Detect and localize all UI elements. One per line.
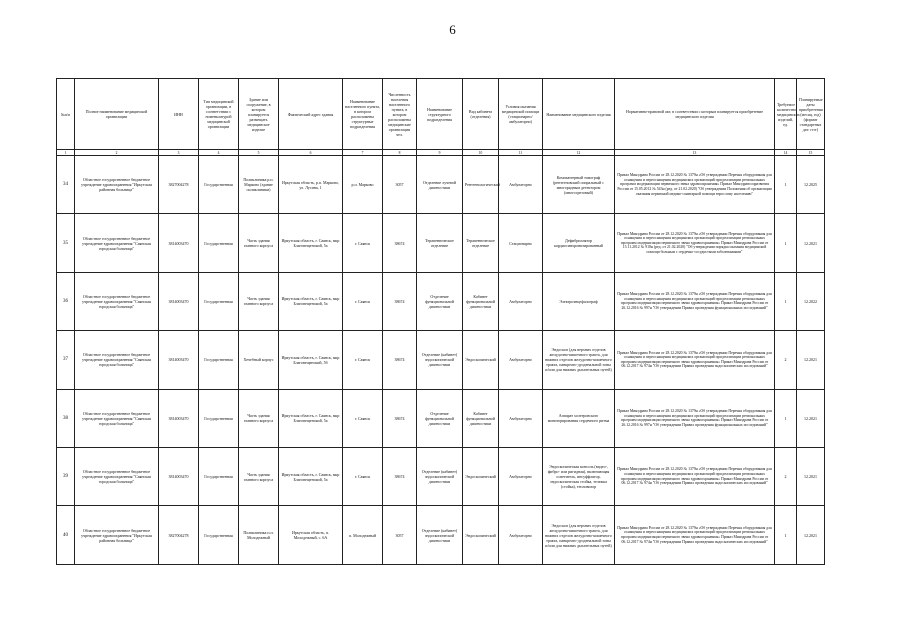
inn-cell: 3827004278 <box>159 156 199 214</box>
organization-name-cell: Областное государственное бюджетное учреждение здравоохранения "Саянская городская больница" <box>75 389 159 447</box>
column-number: 14 <box>775 150 797 156</box>
cabinet-type-cell: Кабинет функциональной диагностики <box>463 272 499 330</box>
cabinet-type-cell: Терапевтическое отделение <box>463 214 499 272</box>
column-number: 8 <box>383 150 417 156</box>
table-body <box>57 156 825 565</box>
care-conditions-cell: Амбулаторно <box>499 331 543 389</box>
organization-name-cell: Областное государственное бюджетное учреждение здравоохранения "Саянская городская больница" <box>75 447 159 505</box>
row-number-cell: 39 <box>57 447 75 505</box>
purchase-date-cell: 12.2021 <box>797 331 825 389</box>
address-cell: Иркутская область, г. Саянск, мкр Благовещенский, 5а <box>279 214 343 272</box>
address-cell: Иркутская область, г. Саянск, мкр Благовещенский, 5а <box>279 272 343 330</box>
column-header: Требуемое количество медицинских изделий, ед. <box>775 79 797 150</box>
settlement-cell: г. Саянск <box>343 214 383 272</box>
population-cell: 3057 <box>383 506 417 564</box>
organization-name-cell: Областное государственное бюджетное учреждение здравоохранения "Иркутская районная больница" <box>75 506 159 564</box>
table-row <box>57 506 825 564</box>
care-conditions-cell: Амбулаторно <box>499 389 543 447</box>
address-cell: Иркутская область, г. Саянск, мкр Благовещенский, 5б <box>279 331 343 389</box>
quantity-cell: 1 <box>775 506 797 564</box>
inn-cell: 3814003470 <box>159 331 199 389</box>
column-number: 4 <box>199 150 239 156</box>
device-name-cell: Эндоскоп (для верхних отделов желудочно-кишечного тракта, для нижних отделов желудочно-кишечного тракта, панкреато-дуоденальной зоны и/или для нижних дыхательных путей) <box>543 506 615 564</box>
care-conditions-cell: Амбулаторно <box>499 506 543 564</box>
purchase-date-cell: 12.2025 <box>797 156 825 214</box>
organization-name-cell: Областное государственное бюджетное учреждение здравоохранения "Иркутская районная больница" <box>75 156 159 214</box>
row-number-cell: 40 <box>57 506 75 564</box>
column-header: Фактический адрес здания <box>279 79 343 150</box>
quantity-cell: 1 <box>775 156 797 214</box>
population-cell: 38674 <box>383 331 417 389</box>
inn-cell: 3814003470 <box>159 389 199 447</box>
population-cell: 3057 <box>383 156 417 214</box>
device-name-cell: Дефибриллятор кардиосинхронизированный <box>543 214 615 272</box>
row-number-cell: 38 <box>57 389 75 447</box>
column-number: 7 <box>343 150 383 156</box>
row-number-cell: 35 <box>57 214 75 272</box>
column-header: Условия оказания медицинской помощи (стационарно/амбулаторно) <box>499 79 543 150</box>
structural-unit-cell: Отделение лучевой диагностики <box>417 156 463 214</box>
settlement-cell: г. Саянск <box>343 272 383 330</box>
building-cell: Часть здания главного корпуса <box>239 389 279 447</box>
equipment-table <box>56 78 825 565</box>
legal-act-cell: Приказ Минздрава России от 28.12.2020 № 1379н «Об утверждении Перечня оборудования для оснащения и переоснащения медицинских организаций при реализации региональных программ модернизации первичного звена здравоохранения» Приказ Минздрава России от 15.11.2012 № 918н (ред. от 21.02.2020) "Об утверждении порядка оказания медицинской помощи больным с сердечно-сосудистыми заболеваниями" <box>615 214 775 272</box>
column-number: 10 <box>463 150 499 156</box>
column-number: 1 <box>57 150 75 156</box>
population-cell: 38674 <box>383 272 417 330</box>
legal-act-cell: Приказ Минздрава России от 28.12.2020 № 1379н «Об утверждении Перечня оборудования для оснащения и переоснащения медицинских организаций при реализации региональных программ модернизации первичного звена здравоохранения» Приказ Минздрава России от 26.12.2016 № 997н "Об утверждении Правил проведения функциональных исследований" <box>615 389 775 447</box>
building-cell: Поликлиника р.п. Марково (здание поликлиники) <box>239 156 279 214</box>
building-cell: Часть здания главного корпуса <box>239 272 279 330</box>
org-type-cell: Государственная <box>199 214 239 272</box>
legal-act-cell: Приказ Минздрава России от 28.12.2020 № 1379н «Об утверждении Перечня оборудования для оснащения и переоснащения медицинских организаций при реализации региональных программ модернизации первичного звена здравоохранения» Приказ Минздрава России от 06.12.2017 № 974н "Об утверждении Правил проведения эндоскопических исследований" <box>615 447 775 505</box>
org-type-cell: Государственная <box>199 389 239 447</box>
legal-act-cell: Приказ Минздрава России от 28.12.2020 № 1379н «Об утверждении Перечня оборудования для оснащения и переоснащения медицинских организаций при реализации региональных программ модернизации первичного звена здравоохранения» Приказ Минздрава России от 06.12.2017 № 974н "Об утверждении Правил проведения эндоскопических исследований" <box>615 506 775 564</box>
address-cell: Иркутская область, г. Саянск, мкр Благовещенский, 5а <box>279 389 343 447</box>
building-cell: Хечебный корпус <box>239 331 279 389</box>
inn-cell: 3827004278 <box>159 506 199 564</box>
care-conditions-cell: Стационарно <box>499 214 543 272</box>
column-header: Полное наименование медицинской организации <box>75 79 159 150</box>
table-row <box>57 272 825 330</box>
organization-name-cell: Областное государственное бюджетное учреждение здравоохранения "Саянская городская больница" <box>75 272 159 330</box>
quantity-cell: 1 <box>775 272 797 330</box>
table-row <box>57 214 825 272</box>
cabinet-type-cell: Кабинет функциональной диагностики <box>463 389 499 447</box>
organization-name-cell: Областное государственное бюджетное учреждение здравоохранения "Саянская городская больница" <box>75 214 159 272</box>
quantity-cell: 1 <box>775 214 797 272</box>
table-row <box>57 447 825 505</box>
care-conditions-cell: Амбулаторно <box>499 272 543 330</box>
org-type-cell: Государственная <box>199 331 239 389</box>
row-number-cell: 34 <box>57 156 75 214</box>
column-header: Тип медицинской организации, в соответствии с номенклатурой медицинской организации <box>199 79 239 150</box>
column-header: Наименование структурного подразделения <box>417 79 463 150</box>
address-cell: Иркутская область, г. Саянск, мкр Благовещенский, 5а <box>279 447 343 505</box>
purchase-date-cell: 12.2021 <box>797 447 825 505</box>
device-name-cell: Компьютерный томограф (рентгеновский спиральный с многорядным детектором (многосрезовый) <box>543 156 615 214</box>
cabinet-type-cell: Эндоскопический <box>463 506 499 564</box>
column-header: Планируемые даты приобретения (месяц, год) (формат стандартных дат: гггг) <box>797 79 825 150</box>
address-cell: Иркутская область, р.п. Марково, ул. Лусина, 1 <box>279 156 343 214</box>
legal-act-cell: Приказ Минздрава России от 28.12.2020 № 1379н «Об утверждении Перечня оборудования для оснащения и переоснащения медицинских организаций при реализации региональных программ модернизации первичного звена здравоохранения» Приказ Минздрава России от 06.12.2017 № 974н "Об утверждении Правил проведения эндоскопических исследований" <box>615 331 775 389</box>
legal-act-cell: Приказ Минздрава России от 28.12.2020 № 1379н «Об утверждении Перечня оборудования для оснащения и переоснащения медицинских организаций при реализации региональных программ модернизации первичного звена здравоохранения» Приказ Минздрава России от 26.12.2016 № 997н "Об утверждении Правил проведения функциональных исследований" <box>615 272 775 330</box>
column-header: Вид кабинета (отделения) <box>463 79 499 150</box>
cabinet-type-cell: Эндоскопический <box>463 331 499 389</box>
population-cell: 38674 <box>383 447 417 505</box>
table-row <box>57 331 825 389</box>
row-number-cell: 37 <box>57 331 75 389</box>
cabinet-type-cell: Рентгенологический <box>463 156 499 214</box>
population-cell: 38674 <box>383 214 417 272</box>
settlement-cell: г. Саянск <box>343 447 383 505</box>
row-number-cell: 36 <box>57 272 75 330</box>
device-name-cell: Эндоскопическая консоль (видео-, фибро- или ригидная), включающая осветитель, инсуффлятор, эндоскопическая стойка, тележка (стойка), тепловизор <box>543 447 615 505</box>
legal-act-cell: Приказ Минздрава России от 28.12.2020 № 1379н «Об утверждении Перечня оборудования для оснащения и переоснащения медицинских организаций при реализации региональных программ модернизации первичного звена здравоохранения» Приказ Минздравсоцразвития России от 15.05.2012 № 543н (ред. от 21.02.2020) "Об утверждении Положения об организации оказания первичной медико-санитарной помощи взрослому населению" <box>615 156 775 214</box>
org-type-cell: Государственная <box>199 506 239 564</box>
column-header: Наименование медицинского изделия <box>543 79 615 150</box>
settlement-cell: п. Молодежный <box>343 506 383 564</box>
structural-unit-cell: Отделение (кабинет) эндоскопической диагностики <box>417 447 463 505</box>
settlement-cell: г. Саянск <box>343 331 383 389</box>
address-cell: Иркутская область, п. Молодежный, с. 6А <box>279 506 343 564</box>
org-type-cell: Государственная <box>199 272 239 330</box>
structural-unit-cell: Отделение (кабинет) эндоскопической диагностики <box>417 331 463 389</box>
inn-cell: 3814003470 <box>159 214 199 272</box>
column-header: ИНН <box>159 79 199 150</box>
column-number: 15 <box>797 150 825 156</box>
purchase-date-cell: 12.2021 <box>797 389 825 447</box>
column-header: Нормативно-правовой акт, в соответствии с которым планируется приобретение медицинского изделия <box>615 79 775 150</box>
structural-unit-cell: Терапевтическое отделение <box>417 214 463 272</box>
table-row <box>57 389 825 447</box>
inn-cell: 3814003470 <box>159 272 199 330</box>
table-row <box>57 156 825 214</box>
device-name-cell: Аппарат холтеровского мониторирования сердечного ритма <box>543 389 615 447</box>
purchase-date-cell: 12.2022 <box>797 272 825 330</box>
device-name-cell: Электроэнцефалограф <box>543 272 615 330</box>
column-number: 13 <box>615 150 775 156</box>
care-conditions-cell: Амбулаторно <box>499 447 543 505</box>
column-header: Здание или сооружение, в котором планируется размещать медицинское изделие <box>239 79 279 150</box>
org-type-cell: Государственная <box>199 447 239 505</box>
population-cell: 38674 <box>383 389 417 447</box>
column-number: 6 <box>279 150 343 156</box>
column-number: 5 <box>239 150 279 156</box>
purchase-date-cell: 12.2021 <box>797 214 825 272</box>
org-type-cell: Государственная <box>199 156 239 214</box>
building-cell: Часть здания главного корпуса <box>239 214 279 272</box>
column-header: Численность населения населенного пункта, в котором расположены медицинские организации чел. <box>383 79 417 150</box>
organization-name-cell: Областное государственное бюджетное учреждение здравоохранения "Саянская городская больница" <box>75 331 159 389</box>
cabinet-type-cell: Эндоскопический <box>463 447 499 505</box>
building-cell: Часть здания главного корпуса <box>239 447 279 505</box>
care-conditions-cell: Амбулаторно <box>499 156 543 214</box>
building-cell: Поликлиника п.п. Молодежный <box>239 506 279 564</box>
column-number: 2 <box>75 150 159 156</box>
device-name-cell: Эндоскоп (для верхних отделов желудочно-кишечного тракта, для нижних отделов желудочно-кишечного тракта, панкреато-дуоденальной зоны и/или для нижних дыхательных путей) <box>543 331 615 389</box>
quantity-cell: 1 <box>775 389 797 447</box>
settlement-cell: р.п. Марково <box>343 156 383 214</box>
page-number: 6 <box>449 22 456 37</box>
header-row <box>57 79 825 150</box>
column-number: 11 <box>499 150 543 156</box>
column-header: Наименование населенного пункта, в котором расположены структурные подразделения <box>343 79 383 150</box>
settlement-cell: г. Саянск <box>343 389 383 447</box>
structural-unit-cell: Отделение функциональной диагностики <box>417 389 463 447</box>
column-header: №п/п <box>57 79 75 150</box>
column-number: 9 <box>417 150 463 156</box>
quantity-cell: 2 <box>775 447 797 505</box>
structural-unit-cell: Отделение (кабинет) эндоскопической диагностики <box>417 506 463 564</box>
structural-unit-cell: Отделение функциональной диагностики <box>417 272 463 330</box>
quantity-cell: 2 <box>775 331 797 389</box>
column-number: 12 <box>543 150 615 156</box>
inn-cell: 3814003470 <box>159 447 199 505</box>
purchase-date-cell: 12.2021 <box>797 506 825 564</box>
column-number: 3 <box>159 150 199 156</box>
